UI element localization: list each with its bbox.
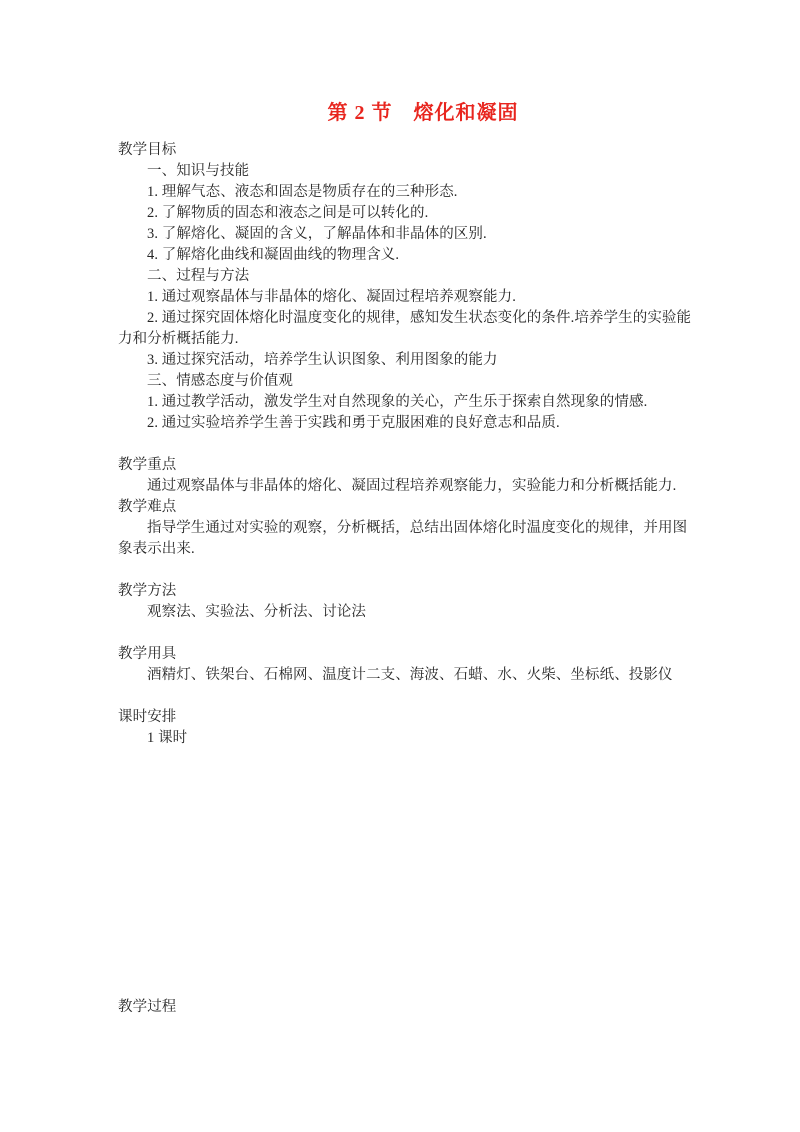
text-line-continuation: 力和分析概括能力. — [118, 331, 239, 347]
text-line: 3. 通过探究活动，培养学生认识图象、利用图象的能力 — [147, 352, 498, 368]
text-line: 二、过程与方法 — [147, 268, 250, 284]
text-line: 通过观察晶体与非晶体的熔化、凝固过程培养观察能力，实验能力和分析概括能力. — [147, 478, 677, 494]
section-teaching-tools — [118, 644, 696, 686]
text-line-continuation: 象表示出来. — [118, 541, 195, 557]
heading-teaching-key-points: 教学重点 — [118, 457, 177, 473]
text-line: 1. 理解气态、液态和固态是物质存在的三种形态. — [147, 184, 458, 200]
section-teaching-process — [118, 997, 696, 1018]
text-line: 1. 通过观察晶体与非晶体的熔化、凝固过程培养观察能力. — [147, 289, 516, 305]
section-teaching-methods — [118, 581, 696, 623]
text-line: 观察法、实验法、分析法、讨论法 — [147, 604, 366, 620]
section-teaching-key-points — [118, 455, 696, 497]
text-line: 1. 通过教学活动，激发学生对自然现象的关心，产生乐于探索自然现象的情感. — [147, 394, 648, 410]
heading-teaching-tools: 教学用具 — [118, 646, 177, 662]
heading-lesson-schedule: 课时安排 — [118, 709, 177, 725]
section-teaching-goals — [118, 140, 696, 434]
text-line: 一、知识与技能 — [147, 163, 250, 179]
text-line: 4. 了解熔化曲线和凝固曲线的物理含义. — [147, 247, 400, 263]
section-teaching-difficulties — [118, 497, 696, 560]
heading-teaching-methods: 教学方法 — [118, 583, 177, 599]
text-line: 1 课时 — [147, 730, 188, 746]
text-line: 2. 通过探究固体熔化时温度变化的规律，感知发生状态变化的条件.培养学生的实验能 — [147, 310, 692, 326]
text-line: 三、情感态度与价值观 — [147, 373, 293, 389]
heading-teaching-process: 教学过程 — [118, 999, 177, 1015]
heading-teaching-goals: 教学目标 — [118, 142, 177, 158]
section-lesson-schedule — [118, 707, 696, 749]
heading-teaching-difficulties: 教学难点 — [118, 499, 177, 515]
text-line: 酒精灯、铁架台、石棉网、温度计二支、海波、石蜡、水、火柴、坐标纸、投影仪 — [147, 667, 673, 683]
text-line: 指导学生通过对实验的观察，分析概括，总结出固体熔化时温度变化的规律，并用图 — [147, 520, 688, 536]
text-line: 2. 通过实验培养学生善于实践和勇于克服困难的良好意志和品质. — [147, 415, 560, 431]
document-title: 第 2 节 熔化和凝固 — [327, 102, 519, 124]
text-line: 2. 了解物质的固态和液态之间是可以转化的. — [147, 205, 429, 221]
text-line: 3. 了解熔化、凝固的含义，了解晶体和非晶体的区别. — [147, 226, 487, 242]
